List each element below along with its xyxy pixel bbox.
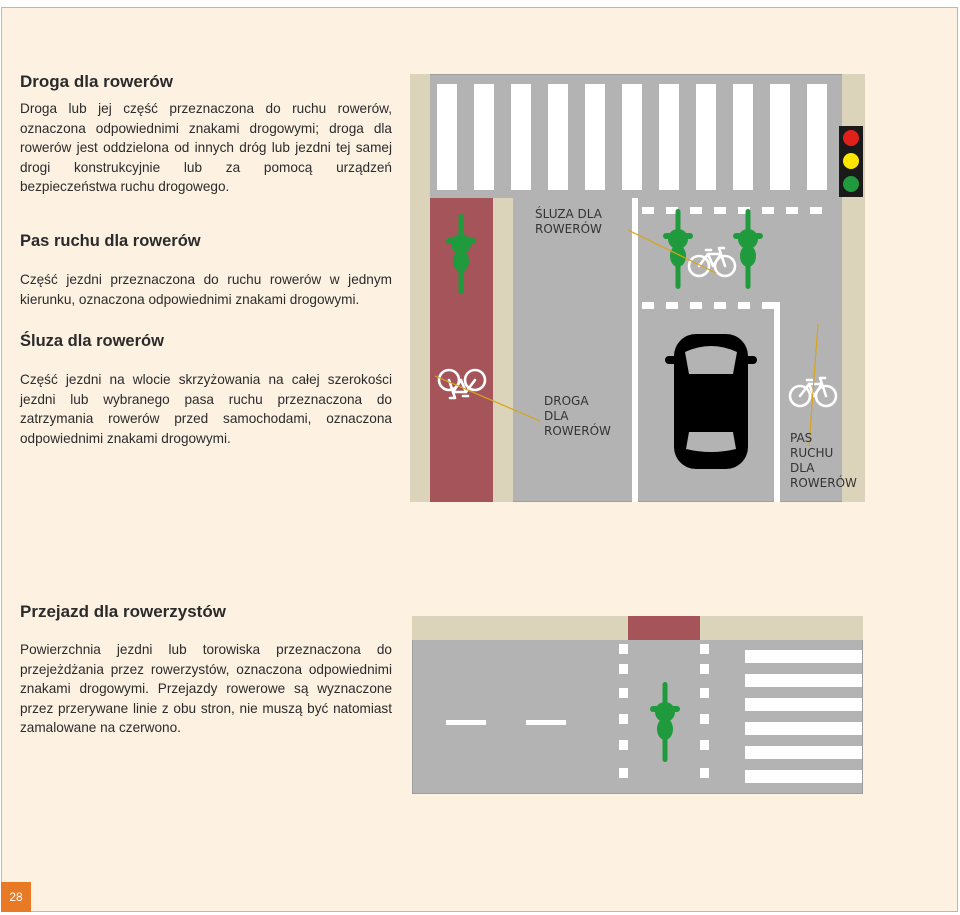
heading-droga: Droga dla rowerów xyxy=(20,72,174,91)
heading-pas: Pas ruchu dla rowerów xyxy=(20,232,201,250)
label-droga: DROGA DLA ROWERÓW xyxy=(544,394,611,438)
diagram-bike-crossing xyxy=(412,616,863,794)
text-sluza: Część jezdni na wlocie skrzyżowania na całej szerokości jezdni lub wybranego pasa ruchu przeznaczona do zatrzymania rowerów przed samochodami, oznaczona odpowiednimi znakami drogowymi. xyxy=(20,372,392,446)
text-przejazd: Powierzchnia jezdni lub torowiska przeznaczona do przejeżdżania przez rowerzystów, oznaczona odpowiednimi znakami drogowymi. Przejazdy rowerowe są wyznaczone przez przerywane linie z obu stron, nie muszą być natomiast zamalowane na czerwono. xyxy=(20,642,392,735)
page-number: 28 xyxy=(1,882,31,912)
page xyxy=(1,7,958,912)
heading-sluza: Śluza dla rowerów xyxy=(20,332,164,350)
traffic-light-icon xyxy=(839,126,863,197)
label-sluza: ŚLUZA DLA ROWERÓW xyxy=(535,207,602,236)
label-pas: PAS RUCHU DLA ROWERÓW xyxy=(790,431,857,490)
text-droga: Droga lub jej część przeznaczona do ruchu rowerów, oznaczona odpowiednimi znakami drogowymi; droga dla rowerów jest oddzielona od innych dróg lub jezdni tej samej drogi konstrukcyjnie lub za pomocą urządzeń bezpieczeństwa ruchu drogowego. xyxy=(20,101,392,194)
car-icon xyxy=(665,334,757,469)
heading-przejazd: Przejazd dla rowerzystów xyxy=(20,602,226,621)
text-pas: Część jezdni przeznaczona do ruchu rowerów w jednym kierunku, oznaczona odpowiednimi znakami drogowymi. xyxy=(20,272,392,307)
